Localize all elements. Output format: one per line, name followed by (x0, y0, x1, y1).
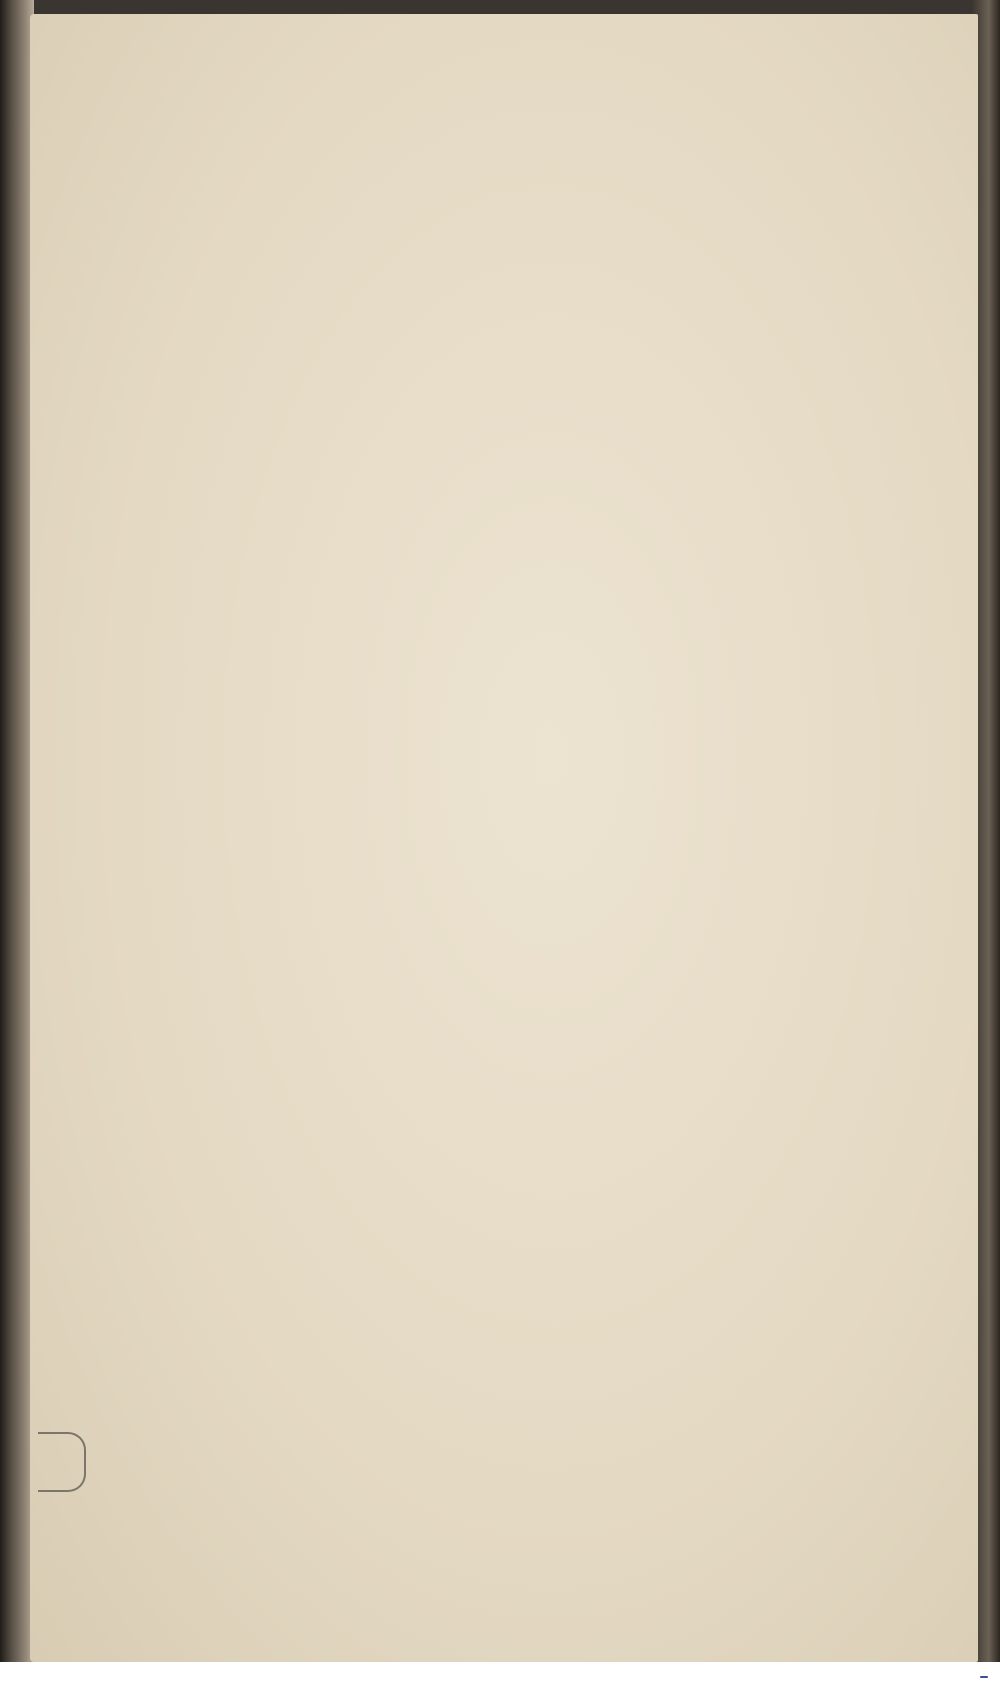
book-page (30, 14, 978, 1662)
drop-cap-initial (248, 148, 310, 228)
page-clip (38, 1432, 86, 1492)
book-edge (0, 0, 34, 1688)
dfg-logo (980, 1676, 988, 1678)
page-text (248, 132, 888, 146)
digitization-footer (0, 1662, 1000, 1688)
